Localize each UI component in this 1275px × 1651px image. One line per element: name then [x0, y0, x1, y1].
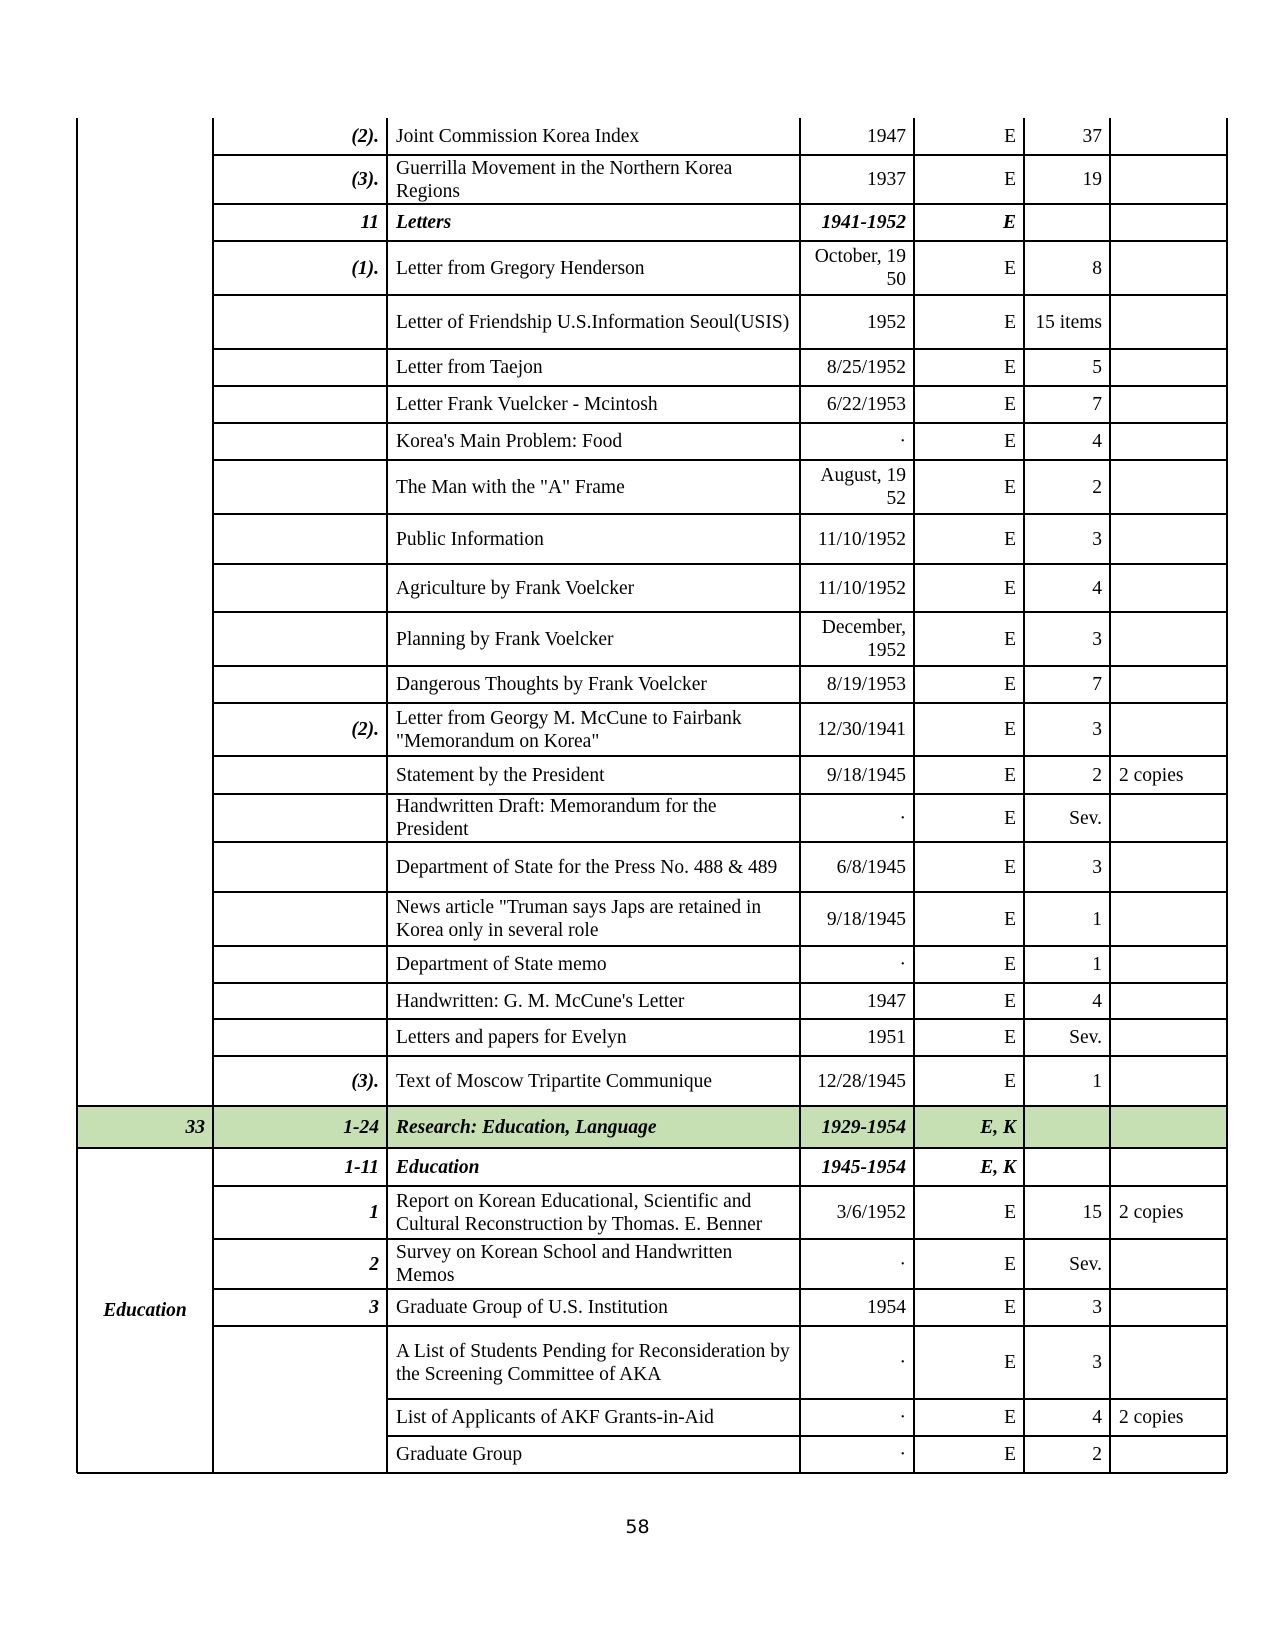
row-divider [213, 665, 1227, 668]
language-cell: E [1004, 1027, 1016, 1048]
row-divider [213, 1018, 1227, 1021]
title-cell: Survey on Korean School and Handwritten Memos [396, 1242, 733, 1286]
date-cell: 6/8/1945 [836, 856, 906, 878]
folder-cell [213, 892, 387, 946]
pages-cell: 4 [1092, 990, 1102, 1012]
title-cell: Joint Commission Korea Index [396, 126, 640, 147]
date-cell: 1947 [867, 990, 906, 1012]
folder-cell: (2). [351, 126, 379, 147]
note-cell: 2 copies [1119, 1407, 1184, 1428]
folder-cell: 11 [360, 212, 379, 233]
title-cell: Guerrilla Movement in the Northern Korea Regions [396, 157, 733, 202]
pages-cell: 7 [1092, 394, 1102, 415]
folder-cell: 2 [369, 1253, 379, 1275]
column-divider [1023, 118, 1024, 1473]
folder-cell [213, 1436, 387, 1473]
date-cell: · [899, 1253, 906, 1275]
row-divider [213, 841, 1227, 844]
title-cell: Graduate Group of U.S. Institution [396, 1297, 668, 1318]
column-divider [1226, 118, 1227, 1473]
date-cell: 1937 [867, 169, 906, 190]
note-cell [1110, 155, 1227, 204]
note-cell: 2 copies [1119, 764, 1184, 786]
date-cell: 1951 [867, 1027, 906, 1048]
pages-cell: 3 [1092, 528, 1102, 550]
row-divider [387, 1435, 1227, 1436]
date-cell: 11/10/1952 [817, 577, 906, 599]
row-divider [213, 240, 1227, 241]
row-divider [213, 945, 1227, 946]
language-cell: E [1004, 311, 1016, 333]
date-cell: August, 1952 [820, 465, 906, 509]
language-cell: E [1002, 212, 1016, 233]
title-cell: A List of Students Pending for Reconsideration by the Screening Committee of AKA [396, 1340, 790, 1385]
note-cell [1110, 204, 1227, 241]
note-cell [1110, 1056, 1227, 1106]
language-cell: E [1004, 257, 1016, 279]
folder-cell [213, 423, 387, 460]
language-cell: E [1004, 1202, 1016, 1223]
pages-cell: Sev. [1069, 807, 1102, 829]
row-divider [213, 982, 1227, 983]
folder-cell [213, 612, 387, 666]
date-cell: 6/22/1953 [826, 394, 906, 415]
language-cell: E [1004, 764, 1016, 786]
date-cell: 3/6/1952 [836, 1202, 906, 1223]
folder-cell: (2). [351, 719, 379, 740]
folder-cell [213, 386, 387, 423]
folder-cell [213, 514, 387, 564]
note-cell [1110, 349, 1227, 386]
row-divider [213, 891, 1227, 892]
date-cell: 1954 [867, 1297, 906, 1318]
folder-cell: 3 [369, 1297, 379, 1318]
row-divider [213, 294, 1227, 295]
column-divider [212, 118, 213, 1473]
date-cell: October, 1950 [814, 246, 906, 290]
folder-cell [213, 1019, 387, 1056]
note-cell [1110, 1326, 1227, 1399]
title-cell: Planning by Frank Voelcker [396, 628, 614, 650]
pages-cell: 3 [1092, 856, 1102, 878]
pages-cell: 1 [1092, 1070, 1102, 1092]
language-cell: E [1004, 126, 1016, 147]
title-cell: Department of State for the Press No. 488 & 489 [396, 856, 778, 878]
pages-cell: 3 [1092, 628, 1102, 650]
language-cell: E [1004, 1407, 1016, 1428]
title-cell: Statement by the President [396, 764, 605, 786]
row-divider [213, 422, 1227, 425]
row-divider [213, 1325, 1227, 1326]
date-cell: 11/10/1952 [817, 528, 906, 550]
title-cell: Department of State memo [396, 954, 607, 975]
language-cell: E [1004, 719, 1016, 740]
language-cell: E [1004, 1070, 1016, 1092]
pages-cell [1024, 1106, 1110, 1148]
folder-cell: 1-11 [344, 1156, 379, 1178]
folder-cell [213, 564, 387, 612]
column-divider [799, 118, 800, 1473]
pages-cell: 19 [1082, 169, 1102, 190]
language-cell: E [1004, 528, 1016, 550]
row-divider [77, 1472, 1227, 1473]
note-cell [1110, 703, 1227, 756]
row-divider [213, 1185, 1227, 1186]
language-cell: E [1004, 357, 1016, 378]
pages-cell: 4 [1092, 577, 1102, 599]
language-cell: E, K [980, 1116, 1016, 1138]
note-cell [1110, 1436, 1227, 1473]
row-divider [387, 1398, 1227, 1399]
row-divider [77, 1105, 1227, 1106]
column-divider [76, 118, 77, 1473]
row-divider [213, 755, 1227, 756]
row-divider [213, 348, 1227, 349]
note-cell [1110, 1289, 1227, 1326]
language-cell: E [1004, 628, 1016, 650]
folder-cell: 1 [369, 1202, 379, 1223]
date-cell: 8/25/1952 [826, 357, 906, 378]
note-cell: 2 copies [1119, 1202, 1184, 1223]
note-cell [1110, 666, 1227, 703]
title-cell: Graduate Group [396, 1444, 523, 1465]
date-cell: 1952 [867, 311, 906, 333]
folder-cell: (3). [351, 169, 379, 190]
row-divider [213, 459, 1227, 460]
folder-cell [213, 349, 387, 386]
folder-cell [213, 295, 387, 349]
pages-cell: 3 [1092, 1352, 1102, 1373]
title-cell: Letter Frank Vuelcker - Mcintosh [396, 394, 658, 415]
note-cell [1110, 983, 1227, 1019]
pages-cell: 7 [1092, 674, 1102, 695]
note-cell [1110, 386, 1227, 423]
language-cell: E [1004, 908, 1016, 930]
language-cell: E, K [980, 1156, 1016, 1178]
date-cell: · [899, 807, 906, 829]
title-cell: Letter from Taejon [396, 357, 543, 378]
row-divider [77, 1147, 1227, 1148]
row-divider [213, 385, 1227, 386]
box-cell: 33 [185, 1116, 205, 1138]
date-cell: 9/18/1945 [826, 764, 906, 786]
note-cell [1110, 118, 1227, 155]
language-cell: E [1004, 954, 1016, 975]
archive-inventory-table [77, 118, 1227, 1473]
pages-cell: 37 [1082, 126, 1102, 147]
language-cell: E [1004, 476, 1016, 498]
folder-cell [213, 794, 387, 842]
date-cell: 1941-1952 [821, 212, 906, 233]
date-cell: · [899, 1352, 906, 1373]
title-cell: Letters [396, 212, 452, 233]
date-cell: 1945-1954 [821, 1156, 906, 1178]
folder-cell: (3). [351, 1070, 379, 1092]
pages-cell: 15 [1082, 1202, 1102, 1223]
title-cell: News article "Truman says Japs are retained in Korea only in several role [396, 897, 762, 941]
pages-cell: 2 [1092, 764, 1102, 786]
row-divider [213, 1288, 1227, 1289]
title-cell: Letter from Georgy M. McCune to Fairbank "Memorandum on Korea" [396, 707, 742, 752]
note-cell [1110, 241, 1227, 295]
pages-cell: 2 [1092, 1444, 1102, 1465]
row-divider [213, 1055, 1227, 1056]
date-cell: · [899, 954, 906, 975]
date-cell: · [899, 1407, 906, 1428]
title-cell: Letter from Gregory Henderson [396, 257, 645, 279]
pages-cell: 3 [1092, 719, 1102, 740]
language-cell: E [1004, 169, 1016, 190]
language-cell: E [1004, 807, 1016, 829]
row-divider [213, 203, 1227, 204]
note-cell [1110, 295, 1227, 349]
note-cell [1110, 564, 1227, 612]
note-cell [1110, 794, 1227, 842]
pages-cell: Sev. [1069, 1253, 1102, 1275]
title-cell: Handwritten: G. M. McCune's Letter [396, 990, 685, 1012]
note-cell [1110, 514, 1227, 564]
note-cell [1110, 1019, 1227, 1056]
note-cell [1110, 946, 1227, 983]
date-cell: December, 1952 [821, 617, 906, 661]
date-cell: 9/18/1945 [826, 908, 906, 930]
language-cell: E [1004, 577, 1016, 599]
row-divider [213, 154, 1227, 155]
language-cell: E [1004, 1444, 1016, 1465]
folder-cell [213, 983, 387, 1019]
language-cell: E [1004, 394, 1016, 415]
pages-cell [1024, 204, 1110, 241]
language-cell: E [1004, 674, 1016, 695]
language-cell: E [1004, 1352, 1016, 1373]
date-cell: · [899, 431, 906, 452]
note-cell [1110, 460, 1227, 514]
date-cell: 12/28/1945 [817, 1070, 906, 1092]
folder-cell: 1-24 [343, 1116, 379, 1138]
title-cell: Letter of Friendship U.S.Information Seoul(USIS) [396, 311, 790, 333]
column-divider [1109, 118, 1110, 1473]
title-cell: List of Applicants of AKF Grants-in-Aid [396, 1407, 714, 1428]
title-cell: Agriculture by Frank Voelcker [396, 577, 635, 599]
section-label: Education [103, 1300, 187, 1321]
note-cell [1110, 842, 1227, 892]
title-cell: The Man with the "A" Frame [396, 476, 625, 498]
date-cell: 1929-1954 [821, 1116, 906, 1138]
page-number: 58 [625, 1516, 650, 1538]
folder-cell [213, 842, 387, 892]
title-cell: Letters and papers for Evelyn [396, 1027, 627, 1048]
date-cell: · [899, 1444, 906, 1465]
title-cell: Research: Education, Language [396, 1116, 657, 1138]
pages-cell: 5 [1092, 357, 1102, 378]
folder-cell [213, 666, 387, 703]
pages-cell: 2 [1092, 476, 1102, 498]
pages-cell: 8 [1092, 257, 1102, 279]
column-divider [386, 118, 387, 1473]
row-divider [213, 563, 1227, 564]
title-cell: Education [396, 1156, 480, 1178]
note-cell [1110, 1239, 1227, 1289]
note-cell [1110, 612, 1227, 666]
note-cell [1110, 1148, 1227, 1186]
language-cell: E [1004, 1297, 1016, 1318]
note-cell [1110, 423, 1227, 460]
pages-cell: 1 [1092, 908, 1102, 930]
row-divider [213, 513, 1227, 514]
language-cell: E [1004, 1253, 1016, 1275]
title-cell: Report on Korean Educational, Scientific and Cultural Reconstruction by Thomas. E. Benner [396, 1190, 763, 1235]
title-cell: Korea's Main Problem: Food [396, 431, 623, 452]
folder-cell [213, 1326, 387, 1399]
language-cell: E [1004, 431, 1016, 452]
pages-cell: 4 [1092, 1407, 1102, 1428]
language-cell: E [1004, 990, 1016, 1012]
folder-cell [213, 460, 387, 514]
row-divider [213, 702, 1227, 703]
note-cell [1110, 1106, 1227, 1148]
pages-cell: 3 [1092, 1297, 1102, 1318]
folder-cell [213, 1399, 387, 1436]
title-cell: Handwritten Draft: Memorandum for the President [396, 796, 717, 840]
pages-cell: 15 items [1035, 311, 1102, 333]
pages-cell: 4 [1092, 431, 1102, 452]
title-cell: Dangerous Thoughts by Frank Voelcker [396, 674, 707, 695]
note-cell [1110, 892, 1227, 946]
date-cell: 8/19/1953 [826, 674, 906, 695]
title-cell: Public Information [396, 528, 544, 550]
language-cell: E [1004, 856, 1016, 878]
row-divider [213, 611, 1227, 614]
folder-cell [213, 756, 387, 794]
row-divider [213, 793, 1227, 794]
date-cell: 1947 [867, 126, 906, 147]
column-divider [913, 118, 914, 1473]
folder-cell: (1). [351, 257, 379, 279]
row-divider [213, 1238, 1227, 1239]
pages-cell: 1 [1092, 954, 1102, 975]
folder-cell [213, 946, 387, 983]
pages-cell: Sev. [1069, 1027, 1102, 1048]
date-cell: 12/30/1941 [817, 719, 906, 740]
title-cell: Text of Moscow Tripartite Communique [396, 1070, 713, 1092]
pages-cell [1024, 1148, 1110, 1186]
